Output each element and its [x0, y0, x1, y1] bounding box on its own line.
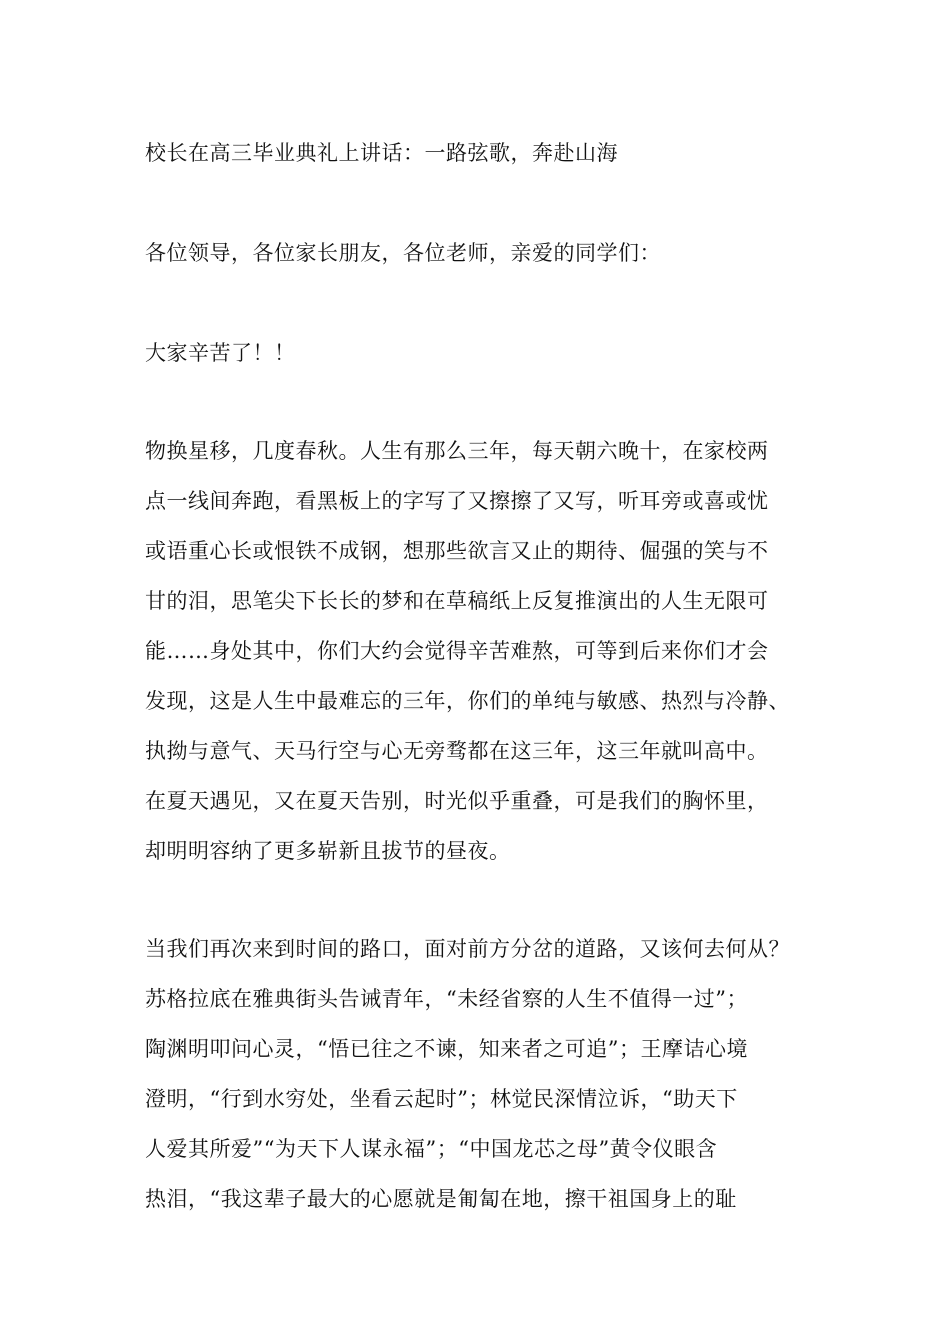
paragraph-line: 能……身处其中，你们大约会觉得辛苦难熬，可等到后来你们才会	[145, 639, 769, 663]
paragraph-line: 执拗与意气、天马行空与心无旁骛都在这三年，这三年就叫高中。	[145, 739, 769, 763]
document-title: 校长在高三毕业典礼上讲话：一路弦歌，奔赴山海	[145, 141, 618, 165]
paragraph-line: 却明明容纳了更多崭新且拔节的昼夜。	[145, 839, 511, 863]
paragraph-line: 点一线间奔跑，看黑板上的字写了又擦擦了又写，听耳旁或喜或忧	[145, 489, 769, 513]
paragraph-line: 苏格拉底在雅典街头告诫青年，“未经省察的人生不值得一过”；	[145, 987, 748, 1011]
paragraph-line: 澄明，“行到水穷处，坐看云起时”；林觉民深情泣诉，“助天下	[145, 1087, 738, 1111]
paragraph-line: 人爱其所爱”“为天下人谋永福”；“中国龙芯之母”黄令仪眼含	[145, 1137, 718, 1161]
paragraph-line: 热泪，“我这辈子最大的心愿就是匍匐在地，擦干祖国身上的耻	[145, 1187, 737, 1211]
paragraph-line: 当我们再次来到时间的路口，面对前方分岔的道路，又该何去何从？	[145, 937, 790, 961]
salutation: 各位领导，各位家长朋友，各位老师，亲爱的同学们：	[145, 241, 661, 265]
paragraph-line: 发现，这是人生中最难忘的三年，你们的单纯与敏感、热烈与冷静、	[145, 689, 790, 713]
paragraph-line: 物换星移，几度春秋。人生有那么三年，每天朝六晚十，在家校两	[145, 439, 769, 463]
greeting: 大家辛苦了！！	[145, 341, 296, 365]
paragraph-line: 或语重心长或恨铁不成钢，想那些欲言又止的期待、倔强的笑与不	[145, 539, 769, 563]
paragraph-line: 在夏天遇见，又在夏天告别，时光似乎重叠，可是我们的胸怀里，	[145, 789, 769, 813]
paragraph-line: 陶渊明叩问心灵，“悟已往之不谏，知来者之可追”；王摩诘心境	[145, 1037, 748, 1061]
paragraph-line: 甘的泪，思笔尖下长长的梦和在草稿纸上反复推演出的人生无限可	[145, 589, 769, 613]
